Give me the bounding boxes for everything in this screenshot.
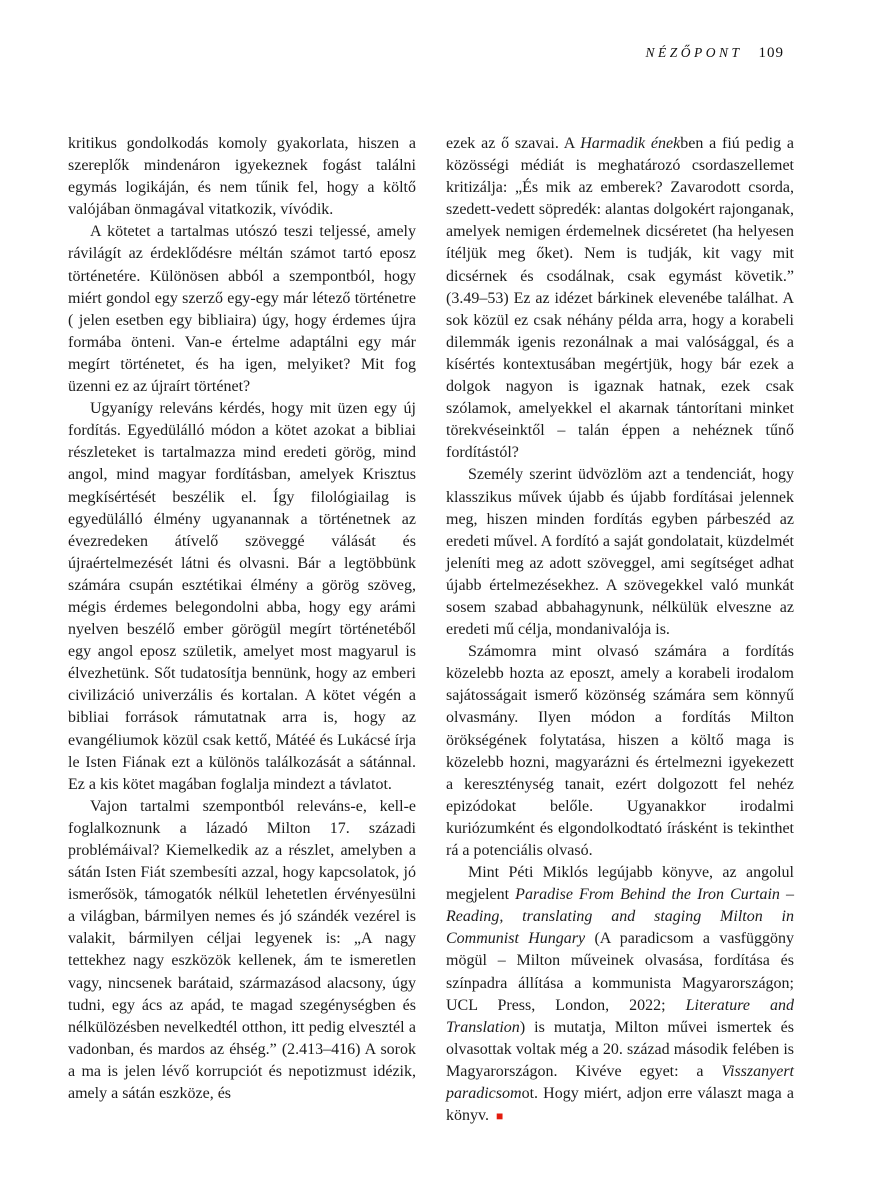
- body-text: Személy szerint üdvözlöm azt a tendenciát, hogy klasszikus művek újabb és újabb fordításai jelennek meg, hiszen minden fordítás egyben párbeszéd az eredeti művel. A fordító a saját gondolatait, küzdelmét jeleníti meg az adott szöveggel, ami segítséget adhat újabb értelmezésekhez. A szövegekkel való munkát sosem szabad abbahagynunk, nélkülük elveszne az eredeti mű célja, mondanivalója is.: [446, 466, 794, 639]
- italic-text: Paradise From Behind the Iron Curtain – Reading, translating and staging Milton in Communist Hungary: [446, 886, 794, 948]
- italic-text: Literature and Translation: [446, 996, 795, 1036]
- body-text: ben a fiú pedig a közösségi médiát is meghatározó csordaszellemet kritizálja: „És mik az emberek? Zavarodott csorda, szedett-vedett söpredék: alantas dolgokért rajonganak, amelyek nemigen érdemelnek dicséretet (ha helyesen ítéljük meg őket). Nem is tudják, kit vagy mit dicsérnek és csodálnak, csak egymást követik.” (3.49–53) Ez az idézet bárkinek elevenébe találhat. A sok közül ez csak néhány példa arra, hogy a korabeli dilemmák igenis rezonálnak a mai valósággal, és a kísértés kontextusában megértjük, hogy bár ezek a dolgok nagyon is igaznak hatnak, ezek csak szólamok, amelyekkel el akarnak tántorítani minket törekvéseinktől – talán éppen a nehéznek tűnő fordítástól?: [446, 135, 795, 462]
- italic-text: Visszanyert paradicsom: [446, 1062, 794, 1103]
- column-right: [446, 133, 794, 1127]
- body-text: Mint Péti Miklós legújabb könyve, az angolul megjelent: [446, 864, 794, 904]
- paragraph: [446, 862, 794, 1127]
- body-text: Számomra mint olvasó számára a fordítás közelebb hozta az eposzt, amely a korabeli irodalom sajátosságait ismerő közönség számára sem könnyű olvasmány. Ilyen módon a fordítás Milton örökségének folytatása, hiszen a költő maga is közelebb hozni, magyarázni és értelmezni igyekezett a kereszténység tanait, ezért dolgozott fel nehéz epizódokat belőle. Ugyanakkor irodalmi kuriózumként és elgondolkodtató írásként is tekinthet rá a potenciális olvasó.: [446, 643, 794, 859]
- body-text: ) is mutatja, Milton művei ismertek és olvasottak voltak még a 20. század második felében is Magyarországon. Kivéve egyet: a: [446, 1018, 794, 1080]
- article-body: [68, 133, 794, 1127]
- paragraph: [446, 133, 794, 464]
- running-head: [0, 44, 784, 62]
- body-text: A kötetet a tartalmas utószó teszi teljessé, amely rávilágít az érdeklődésre méltán számot tartó eposz történetére. Különösen abból a szempontból, hogy miért gondol egy szerző egy-egy már létező történetre ( jelen esetben egy bibliaira) úgy, hogy érdemes újra formába önteni. Van-e értelme adaptálni egy már megírt történetet, és ha igen, melyiket? Mit fog üzenni ez az újraírt történet?: [68, 223, 416, 396]
- paragraph: [68, 398, 416, 796]
- column-left: [68, 133, 416, 1127]
- body-text: (A paradicsom a vasfüggöny mögül – Milton műveinek olvasása, fordítása és színpadra állítása a kommunista Magyarországon; UCL Press, London, 2022;: [446, 930, 794, 1014]
- body-text: kritikus gondolkodás komoly gyakorlata, hiszen a szereplők mindenáron igyekeznek fogást találni egymás logikáján, és nem tűnik fel, hogy a költő valójában önmagával vitatkozik, vívódik.: [68, 135, 416, 219]
- paragraph: [446, 464, 794, 641]
- article-end-mark: ■: [495, 1109, 504, 1124]
- paragraph: [68, 221, 416, 398]
- paragraph: [446, 641, 794, 862]
- paragraph: [68, 133, 416, 221]
- body-text: Ugyanígy releváns kérdés, hogy mit üzen egy új fordítás. Egyedülálló módon a kötet azokat a bibliai részleteket is tartalmazza mind eredeti görög, mind angol, mind magyar fordításban, amelyek Krisztus megkísértését beszélik el. Így filológiailag is egyedülálló élmény ugyanannak a történetnek az évezredeken átívelő szöveggé válását és újraértelmezését látni és olvasni. Bár a legtöbbünk számára csupán esztétikai élmény a görög szöveg, mégis érdemes belegondolni abba, hogy egy arámi nyelven beszélő ember görögül megírt történetéből egy angol eposz születik, amelyet most magyarul is élvezhetünk. Sőt tudatosítja bennünk, hogy az emberi civilizáció univerzális és kortalan. A kötet végén a bibliai források rámutatnak arra is, hogy az evangéliumok közül csak kettő, Mátéé és Lukácsé írja le Isten Fiának ezt a különös találkozását a sátánnal. Ez a kis kötet magában foglalja mindezt a távlatot.: [68, 400, 416, 793]
- body-text: ezek az ő szavai. A: [446, 135, 581, 152]
- italic-text: Harmadik ének: [580, 135, 681, 152]
- page-number: 109: [758, 45, 784, 61]
- paragraph: [68, 796, 416, 1105]
- body-text: Vajon tartalmi szempontból releváns-e, kell-e foglalkoznunk a lázadó Milton 17. századi problémáival? Kiemelkedik az a részlet, amelyben a sátán Isten Fiát szembesíti azzal, hogy kapcsolatok, jó ismerősök, támogatók nélkül lehetetlen érvényesülni a világban, bármilyen nemes és jó szándék vezérel is valakit, bármilyen céljai legyenek is: „A nagy tettekhez nagy eszközök kellenek, ám te ismeretlen vagy, nincsenek barátaid, származásod alacsony, úgy tudni, egy ács az apád, te magad szegénységben és nélkülözésben nevelkedtél otthon, itt pedig elvesztél a vadonban, és mardos az éhség.” (2.413–416) A sorok a ma is jelen lévő korrupciót és nepotizmust idézik, amely a sátán eszköze, és: [68, 797, 416, 1103]
- section-title: NÉZŐPONT: [645, 45, 743, 60]
- body-text: ot. Hogy miért, adjon erre választ maga a könyv.: [446, 1085, 794, 1125]
